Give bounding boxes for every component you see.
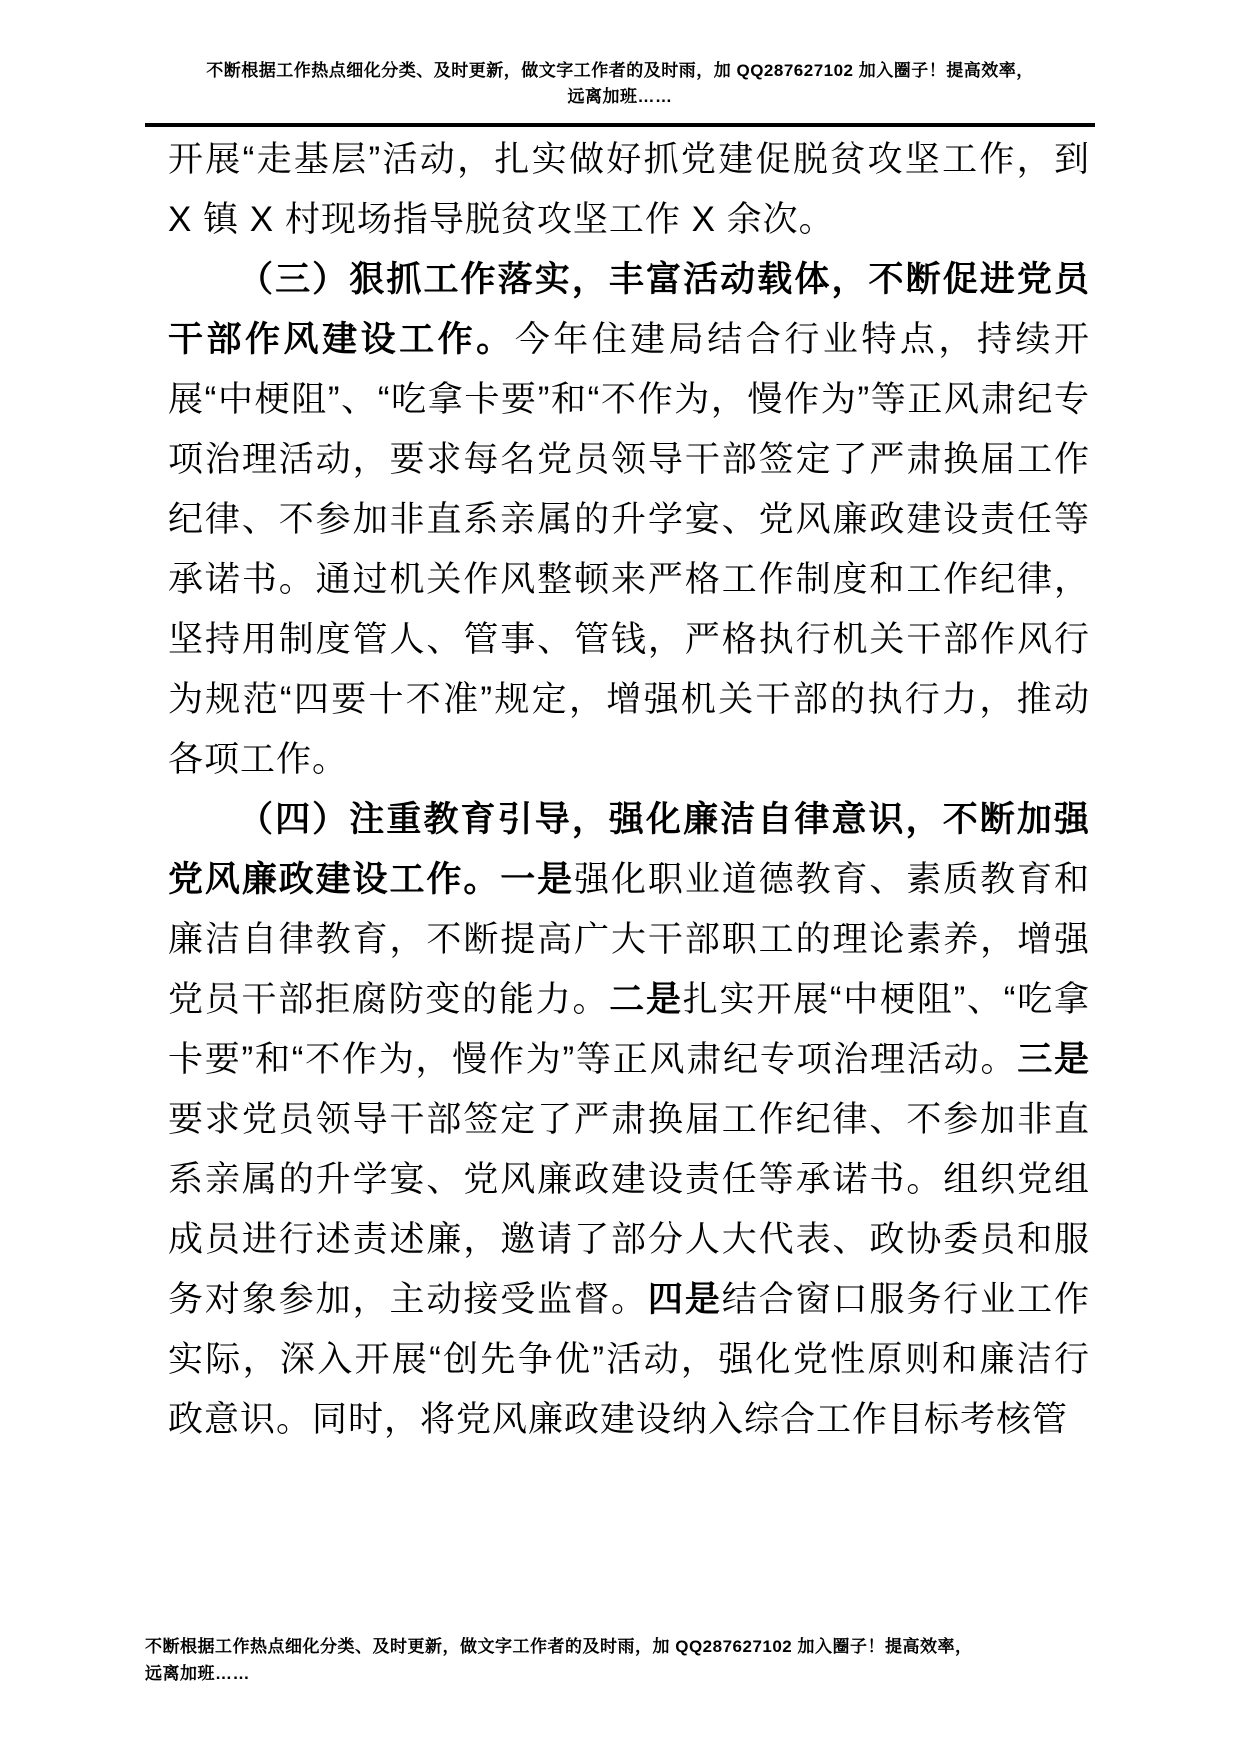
section-4-heading: （四）注重教育引导，强化廉洁自律意识，不断加强党风廉政建设工作。: [168, 800, 1090, 899]
paragraph-section-3: [168, 250, 1090, 790]
header-line-1: 不断根据工作热点细化分类、及时更新，做文字工作者的及时雨，加 QQ287627102 加入圈子！提高效率，: [206, 61, 1034, 80]
section-4-item-1-label: 一是: [500, 860, 575, 899]
page-header: [145, 58, 1095, 110]
section-4-item-2-text: 扎实开展“中梗阻”、“吃拿卡要”和“不作为，慢作为”等正风肃纪专项治理活动。: [168, 980, 1090, 1079]
section-3-body-text: 今年住建局结合行业特点，持续开展“中梗阻”、“吃拿卡要”和“不作为，慢作为”等正风肃纪专项治理活动，要求每名党员领导干部签定了严肃换届工作纪律、不参加非直系亲属的升学宴、党风廉政建设责任等承诺书。通过机关作风整顿来严格工作制度和工作纪律，坚持用制度管人、管事、管钱，严格执行机关干部作风行为规范“四要十不准”规定，增强机关干部的执行力，推动各项工作。: [168, 320, 1090, 779]
section-4-item-1-text: 强化职业道德教育、素质教育和廉洁自律教育，不断提高广大干部职工的理论素养，增强党员干部拒腐防变的能力。: [168, 860, 1090, 1019]
header-rule: [145, 123, 1095, 127]
section-4-item-3-text: 要求党员领导干部签定了严肃换届工作纪律、不参加非直系亲属的升学宴、党风廉政建设责任等承诺书。组织党组成员进行述责述廉，邀请了部分人大代表、政协委员和服务对象参加，主动接受监督。: [168, 1100, 1090, 1319]
footer-line-2: 远离加班……: [145, 1664, 250, 1683]
header-line-2: 远离加班……: [567, 87, 673, 106]
footer-line-1: 不断根据工作热点细化分类、及时更新，做文字工作者的及时雨，加 QQ287627102 加入圈子！提高效率，: [145, 1637, 973, 1656]
paragraph-continuation: [168, 130, 1090, 250]
document-body: [168, 130, 1090, 1450]
paragraph-continuation-text: 开展“走基层”活动，扎实做好抓党建促脱贫攻坚工作，到 X 镇 X 村现场指导脱贫攻坚工作 X 余次。: [168, 140, 1090, 239]
section-4-item-2-label: 二是: [609, 980, 683, 1019]
section-3-heading: （三）狠抓工作落实，丰富活动载体，不断促进党员干部作风建设工作。: [168, 260, 1090, 359]
section-4-item-4-text: 结合窗口服务行业工作实际，深入开展“创先争优”活动，强化党性原则和廉洁行政意识。同时，将党风廉政建设纳入综合工作目标考核管: [168, 1280, 1090, 1439]
section-4-item-4-label: 四是: [647, 1280, 722, 1319]
page-footer: [145, 1633, 1095, 1687]
section-4-item-3-label: 三是: [1017, 1040, 1090, 1079]
paragraph-section-4: [168, 790, 1090, 1450]
